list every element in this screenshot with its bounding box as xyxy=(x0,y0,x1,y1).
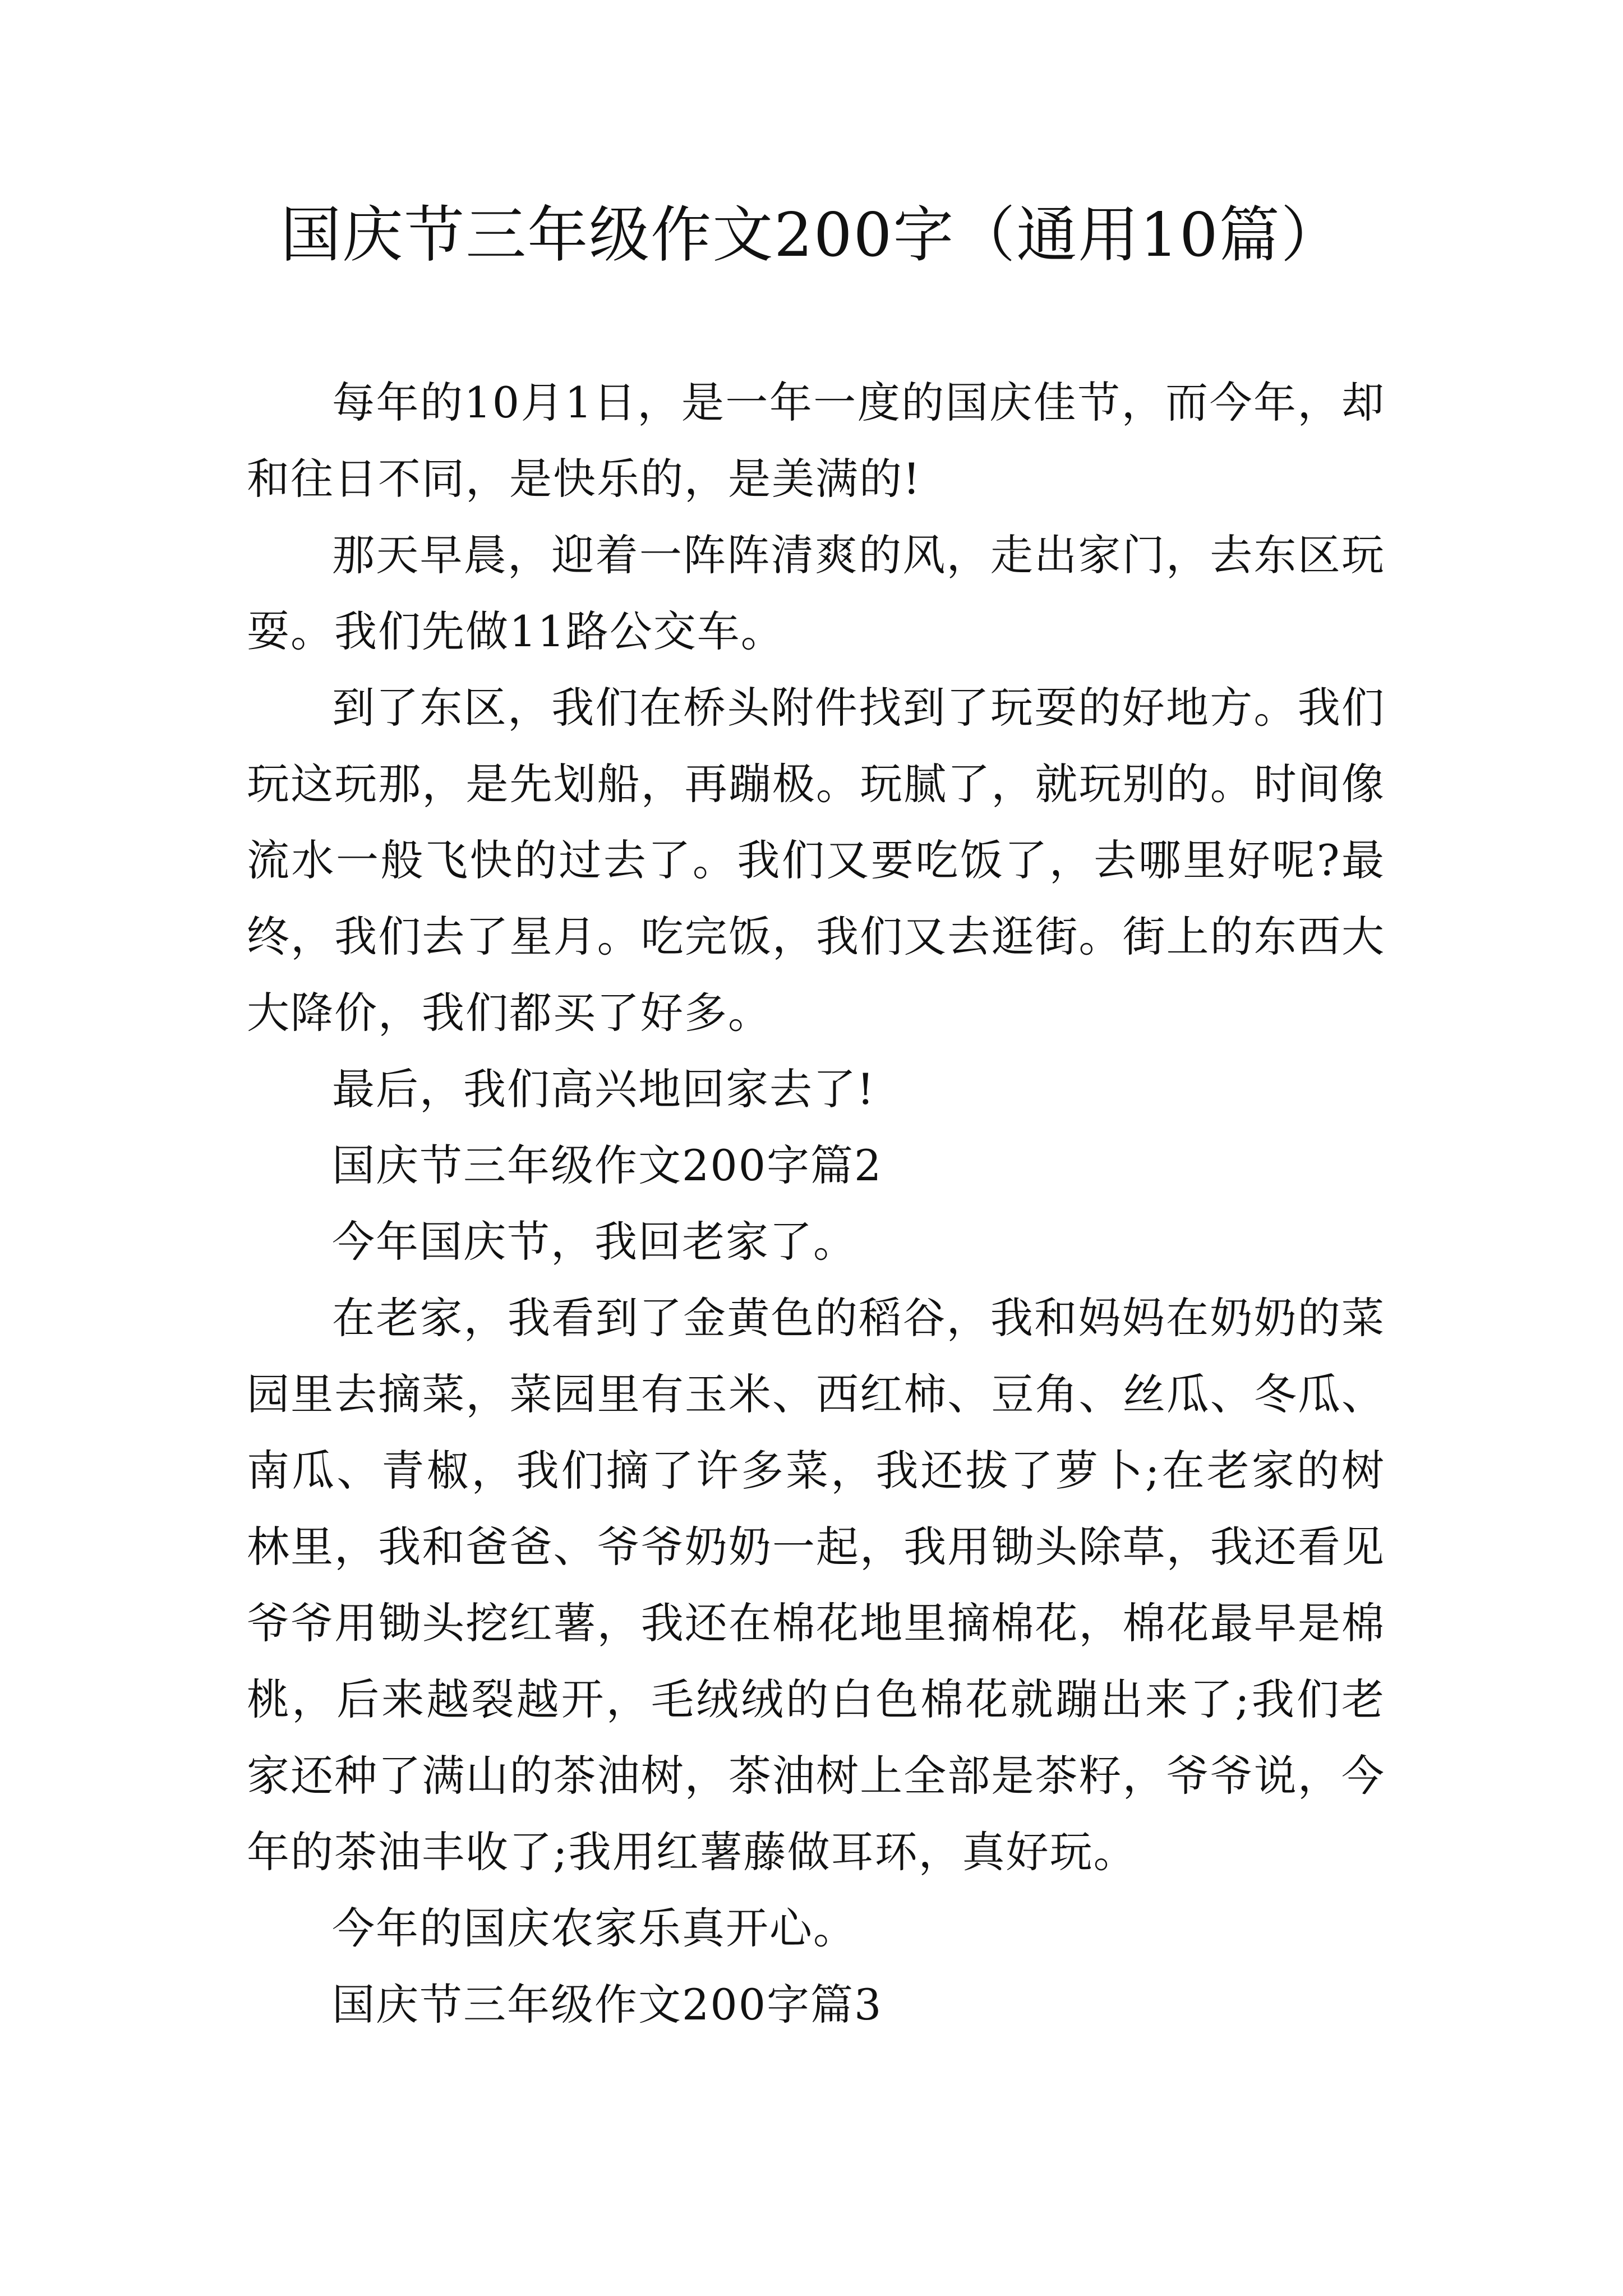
paragraph-7: 今年的国庆农家乐真开心。 xyxy=(332,1903,857,1953)
paragraph-2: 那天早晨，迎着一阵阵清爽的风，走出家门，去东区玩耍。我们先做11路公交车。 xyxy=(247,530,1385,656)
paragraph-1: 每年的10月1日，是一年一度的国庆佳节，而今年，却和往日不同，是快乐的，是美满的! xyxy=(247,378,1385,504)
document-body xyxy=(247,365,1385,2043)
section-heading-3: 国庆节三年级作文200字篇3 xyxy=(332,1980,883,2030)
section-heading-2: 国庆节三年级作文200字篇2 xyxy=(332,1140,883,1190)
paragraph-4: 最后，我们高兴地回家去了! xyxy=(332,1064,875,1114)
paragraph-3: 到了东区，我们在桥头附件找到了玩耍的好地方。我们玩这玩那，是先划船，再蹦极。玩腻了，就玩别的。时间像流水一般飞快的过去了。我们又要吃饭了，去哪里好呢?最终，我们去了星月。吃完饭，我们又去逛街。街上的东西大大降价，我们都买了好多。 xyxy=(247,683,1385,1038)
document-title: 国庆节三年级作文200字（通用10篇） xyxy=(280,200,1343,270)
paragraph-6: 在老家，我看到了金黄色的稻谷，我和妈妈在奶奶的菜园里去摘菜，菜园里有玉米、西红柿、豆角、丝瓜、冬瓜、南瓜、青椒，我们摘了许多菜，我还拔了萝卜;在老家的树林里，我和爸爸、爷爷奶奶一起，我用锄头除草，我还看见爷爷用锄头挖红薯，我还在棉花地里摘棉花，棉花最早是棉桃，后来越裂越开，毛绒绒的白色棉花就蹦出来了;我们老家还种了满山的茶油树，茶油树上全部是茶籽，爷爷说，今年的茶油丰收了;我用红薯藤做耳环，真好玩。 xyxy=(247,1293,1385,1877)
paragraph-5: 今年国庆节，我回老家了。 xyxy=(332,1217,857,1267)
